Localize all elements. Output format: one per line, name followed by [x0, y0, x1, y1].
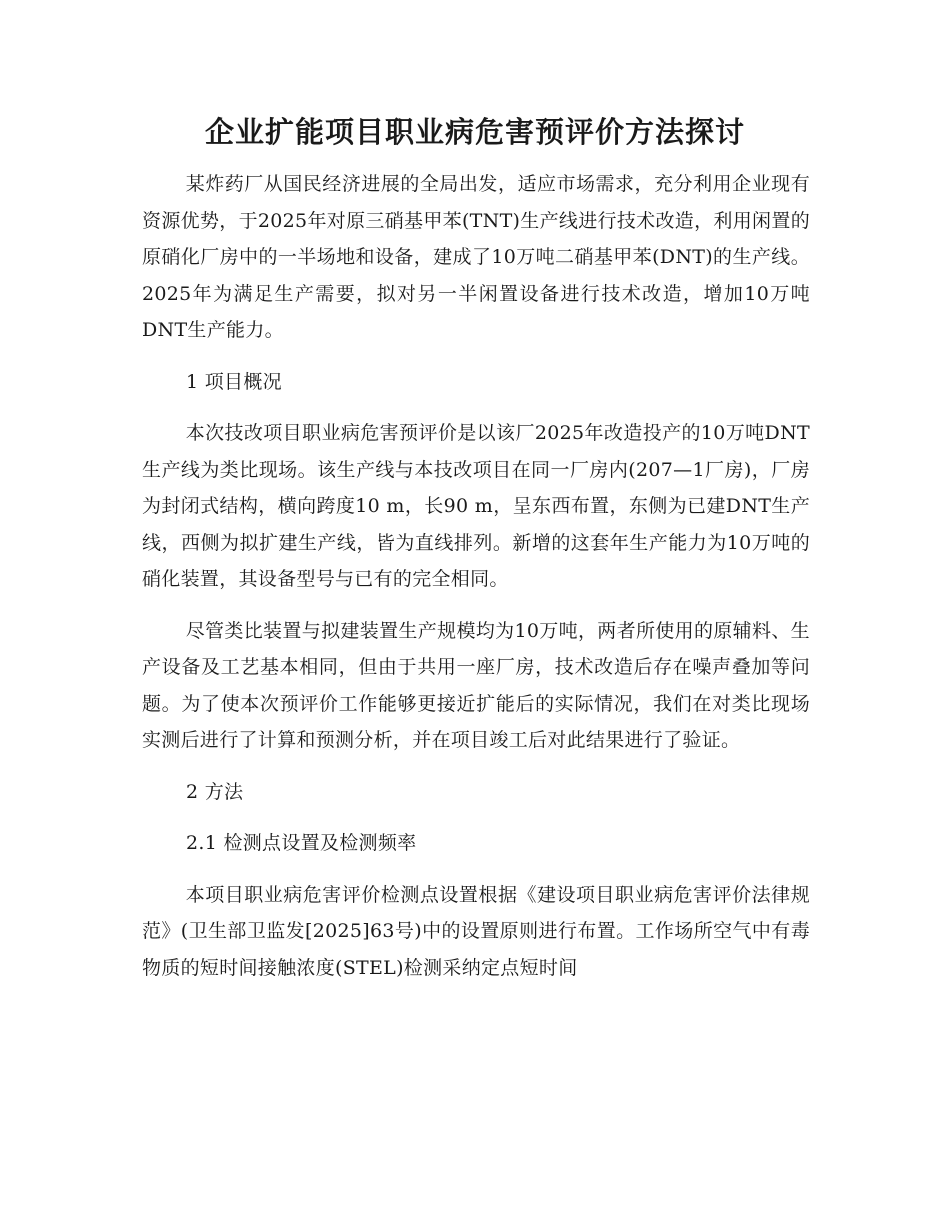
intro-paragraph: 某炸药厂从国民经济进展的全局出发，适应市场需求，充分利用企业现有资源优势，于2025年对原三硝基甲苯(TNT)生产线进行技术改造，利用闲置的原硝化厂房中的一半场地和设备，建成了10万吨二硝基甲苯(DNT)的生产线。2025年为满足生产需要，拟对另一半闲置设备进行技术改造，增加10万吨DNT生产能力。: [142, 173, 810, 341]
section-1-heading: 1 项目概况: [186, 370, 282, 393]
document-body: [142, 166, 810, 986]
section-1-paragraph-2: 尽管类比装置与拟建装置生产规模均为10万吨，两者所使用的原辅料、生产设备及工艺基本相同，但由于共用一座厂房，技术改造后存在噪声叠加等问题。为了使本次预评价工作能够更接近扩能后的实际情况，我们在对类比现场实测后进行了计算和预测分析，并在项目竣工后对此结果进行了验证。: [142, 619, 810, 751]
section-1-paragraph-1: 本次技改项目职业病危害预评价是以该厂2025年改造投产的10万吨DNT生产线为类比现场。该生产线与本技改项目在同一厂房内(207—1厂房)，厂房为封闭式结构，横向跨度10 m，长90 m，呈东西布置，东侧为已建DNT生产线，西侧为拟扩建生产线，皆为直线排列。新增的这套年生产能力为10万吨的硝化装置，其设备型号与已有的完全相同。: [142, 422, 810, 590]
section-2-1-heading: 2.1 检测点设置及检测频率: [186, 832, 417, 854]
document-title: 企业扩能项目职业病危害预评价方法探讨: [204, 115, 745, 149]
section-2-1-paragraph: 本项目职业病危害评价检测点设置根据《建设项目职业病危害评价法律规范》(卫生部卫监发[2025]63号)中的设置原则进行布置。工作场所空气中有毒物质的短时间接触浓度(STEL)检测采纳定点短时间: [142, 883, 810, 979]
section-2-heading: 2 方法: [186, 780, 244, 803]
